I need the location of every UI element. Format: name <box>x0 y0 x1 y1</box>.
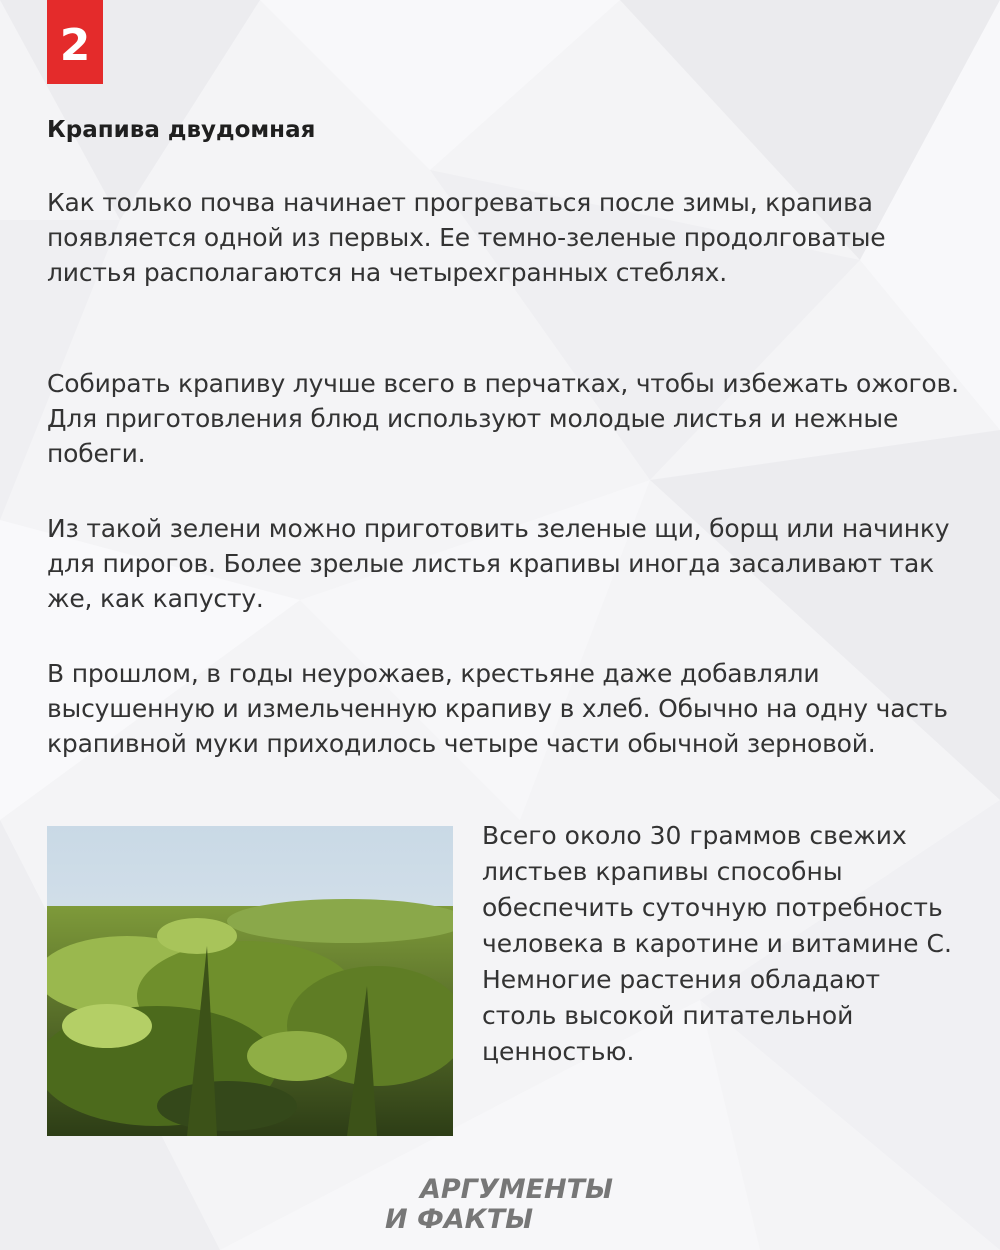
slide-number-badge <box>47 0 103 84</box>
paragraph-2: Собирать крапиву лучше всего в перчатках, чтобы избежать ожогов. Для приготовления блюд используют молодые листья и нежные побеги. <box>47 369 959 468</box>
slide-number: 2 <box>59 19 91 71</box>
logo-line-1: АРГУМЕНТЫ <box>420 1174 614 1205</box>
side-fact-text: Всего около 30 граммов свежих листьев крапивы способны обеспечить суточную потребность человека в каротине и витамине С. Немногие растения обладают столь высокой питательной ценностью. <box>482 821 952 1066</box>
paragraph-1: Как только почва начинает прогреваться после зимы, крапива появляется одной из первых. Ее темно-зеленые продолговатые листья располагаются на четырехгранных стеблях. <box>47 188 886 287</box>
nettle-plants-image <box>47 826 453 1136</box>
paragraph-3: Из такой зелени можно приготовить зеленые щи, борщ или начинку для пирогов. Более зрелые листья крапивы иногда засаливают так же, как капусту. <box>47 514 950 613</box>
logo-line-2: И ФАКТЫ <box>385 1204 534 1232</box>
nettle-photo <box>47 826 453 1136</box>
article-title: Крапива двудомная <box>47 117 316 143</box>
aif-logo <box>380 1170 640 1232</box>
paragraph-4: В прошлом, в годы неурожаев, крестьяне даже добавляли высушенную и измельченную крапиву в хлеб. Обычно на одну часть крапивной муки приходилось четыре части обычной зерновой. <box>47 659 948 758</box>
